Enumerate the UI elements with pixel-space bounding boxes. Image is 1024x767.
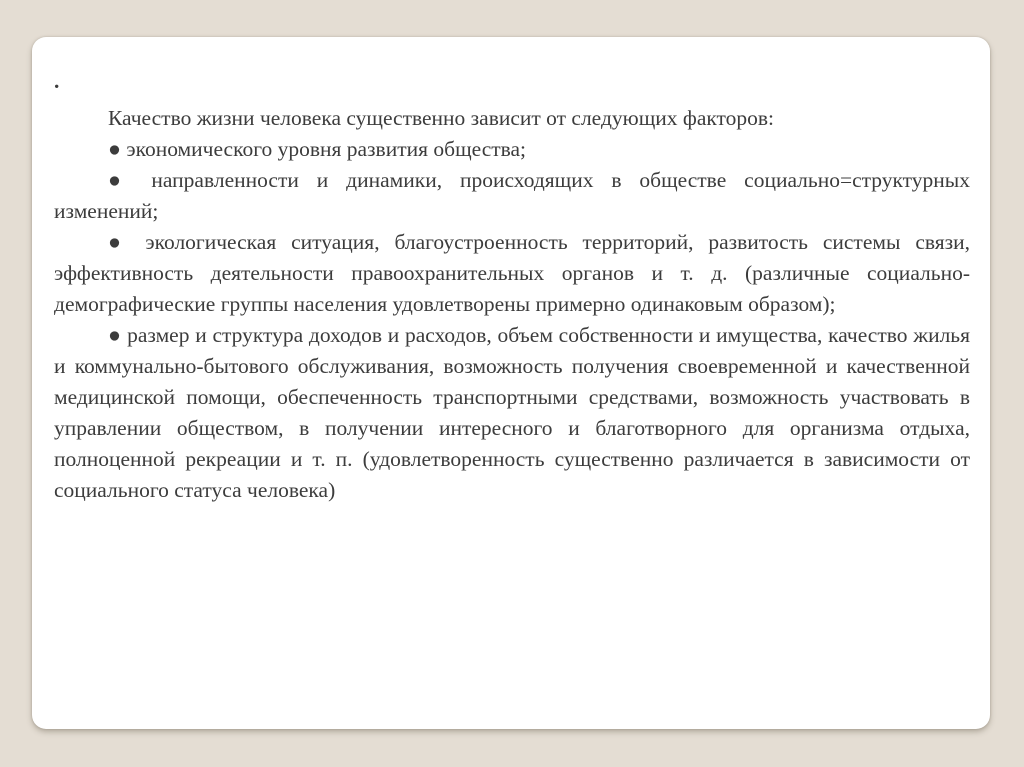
slide-marker: . <box>54 69 60 93</box>
factor-item-ecology: ● экологическая ситуация, благоустроенность территорий, развитость системы связи, эффективность деятельности правоохранительных органов и т. д. (различные социально-демографические группы населения удовлетворены примерно одинаковым образом); <box>54 230 970 316</box>
factor-item-economic: ● экономического уровня развития общества; <box>108 137 527 161</box>
intro-paragraph: Качество жизни человека существенно зависит от следующих факторов: <box>108 106 775 130</box>
slide-text-block <box>54 69 970 506</box>
factor-item-income: ● размер и структура доходов и расходов, объем собственности и имущества, качество жилья и коммунально-бытового обслуживания, возможность получения своевременной и качественной медицинской помощи, обеспеченность транспортными средствами, возможность участвовать в управлении обществом, в получении интересного и благотворного для организма отдыха, полноценной рекреации и т. п. (удовлетворенность существенно различается в зависимости от социального статуса человека) <box>54 323 970 502</box>
factor-item-social-change: ● направленности и динамики, происходящих в обществе социально=структурных изменений; <box>54 168 970 223</box>
